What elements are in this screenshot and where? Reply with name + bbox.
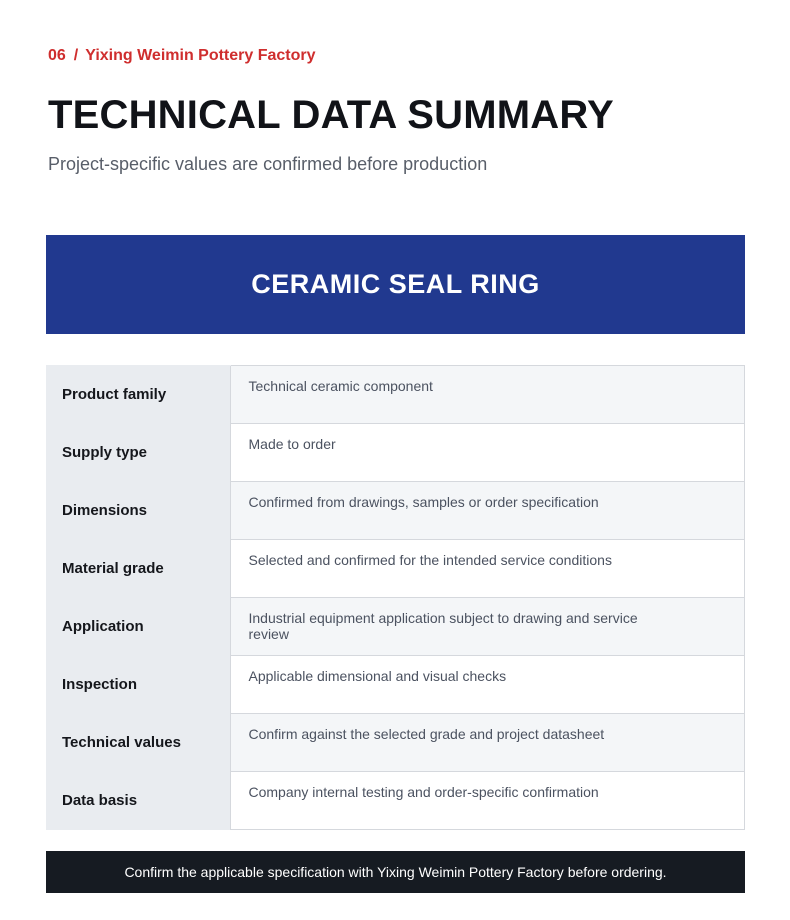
table-row [46, 598, 745, 656]
spec-value: Technical ceramic component [230, 366, 745, 424]
footer-bar [46, 851, 745, 893]
spec-value: Industrial equipment application subject to drawing and service review [230, 598, 745, 656]
company-name: Yixing Weimin Pottery Factory [85, 47, 316, 64]
spec-label: Product family [46, 366, 230, 424]
table-row [46, 772, 745, 830]
table-row [46, 656, 745, 714]
spec-value: Company internal testing and order-specific confirmation [230, 772, 745, 830]
page-title: TECHNICAL DATA SUMMARY [48, 93, 614, 137]
spec-value: Applicable dimensional and visual checks [230, 656, 745, 714]
spec-value: Confirm against the selected grade and project datasheet [230, 714, 745, 772]
table-row [46, 540, 745, 598]
spec-label: Technical values [46, 714, 230, 772]
spec-value: Made to order [230, 424, 745, 482]
spec-value: Selected and confirmed for the intended service conditions [230, 540, 745, 598]
footer-note: Confirm the applicable specification with Yixing Weimin Pottery Factory before ordering. [124, 864, 667, 880]
product-banner [46, 235, 745, 334]
spec-label: Inspection [46, 656, 230, 714]
table-row [46, 482, 745, 540]
table-row [46, 424, 745, 482]
table-row [46, 714, 745, 772]
product-name: CERAMIC SEAL RING [251, 269, 540, 299]
kicker-separator: / [73, 47, 79, 64]
spec-label: Application [46, 598, 230, 656]
spec-table [46, 365, 745, 830]
spec-label: Data basis [46, 772, 230, 830]
section-number: 06 [48, 47, 66, 64]
spec-label: Dimensions [46, 482, 230, 540]
spec-label: Supply type [46, 424, 230, 482]
spec-value: Confirmed from drawings, samples or order specification [230, 482, 745, 540]
table-row [46, 366, 745, 424]
page-subtitle: Project-specific values are confirmed before production [48, 154, 488, 174]
section-kicker [48, 47, 316, 65]
spec-label: Material grade [46, 540, 230, 598]
